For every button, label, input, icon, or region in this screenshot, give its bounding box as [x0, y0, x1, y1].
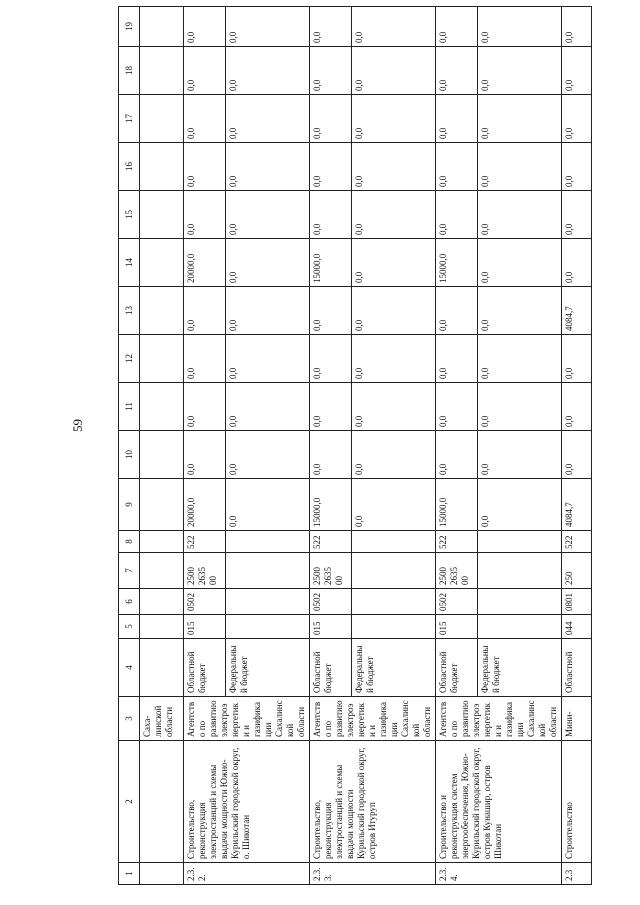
table-cell: 0,0: [226, 335, 310, 383]
table-cell: [140, 741, 184, 863]
table-cell: [140, 383, 184, 431]
row-number: 2.3.2.: [184, 863, 310, 885]
table-cell: 0,0: [562, 191, 592, 239]
row-executor: Агентство по развитию электроэнергетики и газификации Сахалинской области: [436, 697, 562, 741]
table-cell: [140, 615, 184, 639]
table-cell: 15000,0: [310, 239, 352, 287]
table-cell: 250: [562, 553, 592, 589]
table-cell: 0,0: [226, 143, 310, 191]
table-cell: [140, 863, 184, 885]
table-cell: 0,0: [352, 143, 436, 191]
table-cell: 522: [562, 531, 592, 553]
table-cell: 0,0: [226, 239, 310, 287]
funding-source: Областной бюджет: [310, 639, 352, 697]
table-cell: 0,0: [478, 95, 562, 143]
table-cell: 0,0: [352, 383, 436, 431]
table-cell: Саха-линской области: [140, 697, 184, 741]
table-cell: 0,0: [184, 143, 226, 191]
header-cell: 18: [119, 47, 140, 95]
table-cell: 0,0: [352, 335, 436, 383]
table-cell: 0,0: [562, 47, 592, 95]
table-cell: 0,0: [310, 191, 352, 239]
table-cell: 0,0: [562, 7, 592, 47]
header-cell: 4: [119, 639, 140, 697]
table-cell: 0,0: [310, 95, 352, 143]
table-cell: [352, 615, 436, 639]
table-cell: 0,0: [310, 47, 352, 95]
table-cell: 0,0: [562, 143, 592, 191]
row-title: Строительство, реконструкция электростанций и схемы выдачи мощности Южно-Курильский городской округ, о. Шикотан: [184, 741, 310, 863]
header-cell: 9: [119, 479, 140, 531]
table-cell: [478, 589, 562, 615]
funding-source: Областной бюджет: [184, 639, 226, 697]
table-row: [436, 7, 478, 885]
table-cell: [226, 589, 310, 615]
header-cell: 6: [119, 589, 140, 615]
table-cell: 2500 2635 00: [310, 553, 352, 589]
funding-source: Федеральный бюджет: [226, 639, 310, 697]
table-cell: [478, 615, 562, 639]
table-cell: 0,0: [226, 7, 310, 47]
table-cell: 0,0: [184, 47, 226, 95]
table-cell: [140, 589, 184, 615]
table-cell: 0,0: [226, 383, 310, 431]
table-cell: 0,0: [478, 47, 562, 95]
header-cell: 13: [119, 287, 140, 335]
table-cell: 0,0: [352, 239, 436, 287]
page-number: 59: [70, 419, 85, 432]
table-cell: 0502: [310, 589, 352, 615]
table-cell: [352, 553, 436, 589]
table-cell: 0,0: [478, 431, 562, 479]
row-title: Строительство, реконструкция электростанций и схемы выдачи мощности Курильский городской округ, остров Итуруп: [310, 741, 436, 863]
table-cell: 0,0: [184, 431, 226, 479]
table-cell: 0,0: [184, 7, 226, 47]
table-cell: [140, 143, 184, 191]
table-cell: 0,0: [478, 287, 562, 335]
funding-source: Федеральный бюджет: [478, 639, 562, 697]
table-cell: [140, 287, 184, 335]
table-cell: 0,0: [352, 95, 436, 143]
header-cell: 3: [119, 697, 140, 741]
table-cell: 0,0: [478, 7, 562, 47]
table-cell: 0,0: [436, 143, 478, 191]
table-cell: [140, 335, 184, 383]
table-cell: 0,0: [226, 95, 310, 143]
table-cell: 015: [184, 615, 226, 639]
table-cell: 522: [184, 531, 226, 553]
table-cell: 0,0: [352, 479, 436, 531]
table-cell: 0,0: [310, 431, 352, 479]
header-cell: 8: [119, 531, 140, 553]
table-cell: [352, 589, 436, 615]
table-cell: 15000,0: [436, 479, 478, 531]
table-cell: 0,0: [310, 383, 352, 431]
table-cell: 0,0: [184, 95, 226, 143]
table-cell: 20000,0: [184, 239, 226, 287]
table-row: [310, 7, 352, 885]
header-cell: 1: [119, 863, 140, 885]
table-cell: 0,0: [310, 287, 352, 335]
table-cell: [140, 47, 184, 95]
table-cell: 0,0: [184, 335, 226, 383]
table-cell: 4084,7: [562, 287, 592, 335]
table-cell: 0,0: [478, 143, 562, 191]
table-cell: 0,0: [310, 335, 352, 383]
table-cell: 0,0: [226, 191, 310, 239]
table-cell: 0,0: [436, 335, 478, 383]
header-cell: 16: [119, 143, 140, 191]
table-cell: 0,0: [310, 143, 352, 191]
table-cell: 0,0: [352, 431, 436, 479]
table-cell: 522: [436, 531, 478, 553]
table-cell: 0,0: [562, 431, 592, 479]
table-cell: 522: [310, 531, 352, 553]
table-cell: 15000,0: [436, 239, 478, 287]
table-cell: 0,0: [436, 47, 478, 95]
table-cell: 0,0: [478, 479, 562, 531]
table-cell: 0,0: [352, 47, 436, 95]
table-row: [140, 7, 184, 885]
row-executor: Агентство по развитию электроэнергетики и газификации Сахалинской области: [184, 697, 310, 741]
table-cell: [226, 553, 310, 589]
table-cell: [140, 239, 184, 287]
budget-table: [118, 6, 592, 885]
table-cell: 0,0: [562, 239, 592, 287]
table-row: [562, 7, 592, 885]
header-cell: 12: [119, 335, 140, 383]
table-cell: [140, 553, 184, 589]
table-cell: 0502: [436, 589, 478, 615]
table-cell: 0,0: [352, 7, 436, 47]
funding-source: Областной: [562, 639, 592, 697]
rotated-table-container: [118, 15, 598, 885]
funding-source: Федеральный бюджет: [352, 639, 436, 697]
table-cell: 0,0: [436, 95, 478, 143]
row-executor: Агентство по развитию электроэнергетики и газификации Сахалинской области: [310, 697, 436, 741]
row-number: 2.3.4.: [436, 863, 562, 885]
funding-source: Областной бюджет: [436, 639, 478, 697]
table-cell: 015: [310, 615, 352, 639]
header-row: [119, 7, 140, 885]
table-cell: [140, 95, 184, 143]
table-cell: [226, 531, 310, 553]
table-cell: 0502: [184, 589, 226, 615]
table-cell: [352, 531, 436, 553]
table-cell: 0,0: [184, 191, 226, 239]
header-cell: 7: [119, 553, 140, 589]
table-cell: 0,0: [562, 383, 592, 431]
header-cell: 11: [119, 383, 140, 431]
row-number: 2.3.3.: [310, 863, 436, 885]
table-cell: 0,0: [436, 431, 478, 479]
table-cell: 2500 2635 00: [436, 553, 478, 589]
header-cell: 14: [119, 239, 140, 287]
table-cell: 0,0: [562, 95, 592, 143]
table-cell: [140, 431, 184, 479]
table-cell: 0,0: [478, 335, 562, 383]
table-cell: 0,0: [352, 191, 436, 239]
table-cell: 0,0: [226, 47, 310, 95]
header-cell: 19: [119, 7, 140, 47]
table-cell: 0,0: [226, 287, 310, 335]
table-cell: [478, 531, 562, 553]
table-cell: 20000,0: [184, 479, 226, 531]
table-cell: 0,0: [436, 383, 478, 431]
row-title: Строительство: [562, 741, 592, 863]
table-cell: [478, 553, 562, 589]
table-cell: [140, 191, 184, 239]
table-cell: 15000,0: [310, 479, 352, 531]
table-cell: [226, 615, 310, 639]
header-cell: 15: [119, 191, 140, 239]
table-cell: 0,0: [184, 287, 226, 335]
table-cell: 0801: [562, 589, 592, 615]
table-cell: 0,0: [562, 335, 592, 383]
table-cell: [140, 7, 184, 47]
row-title: Строительство и реконструкция систем энергообеспечения, Южно-Курильский городской округ, остров Кунашир, остров Шикотан: [436, 741, 562, 863]
table-cell: 0,0: [184, 383, 226, 431]
table-wrapper: [118, 15, 598, 885]
table-cell: 0,0: [226, 479, 310, 531]
table-cell: [140, 531, 184, 553]
table-cell: 0,0: [478, 191, 562, 239]
row-executor: Мини-: [562, 697, 592, 741]
table-cell: 0,0: [436, 287, 478, 335]
header-cell: 5: [119, 615, 140, 639]
table-cell: 0,0: [478, 383, 562, 431]
table-cell: 0,0: [310, 7, 352, 47]
table-row: [184, 7, 226, 885]
row-number: 2.3: [562, 863, 592, 885]
table-cell: 044: [562, 615, 592, 639]
table-cell: [140, 479, 184, 531]
table-cell: 4084,7: [562, 479, 592, 531]
table-cell: 2500 2635 00: [184, 553, 226, 589]
table-cell: 0,0: [226, 431, 310, 479]
table-cell: 0,0: [478, 239, 562, 287]
table-cell: 015: [436, 615, 478, 639]
table-cell: [140, 639, 184, 697]
table-cell: 0,0: [352, 287, 436, 335]
header-cell: 10: [119, 431, 140, 479]
header-cell: 2: [119, 741, 140, 863]
table-cell: 0,0: [436, 7, 478, 47]
header-cell: 17: [119, 95, 140, 143]
table-cell: 0,0: [436, 191, 478, 239]
